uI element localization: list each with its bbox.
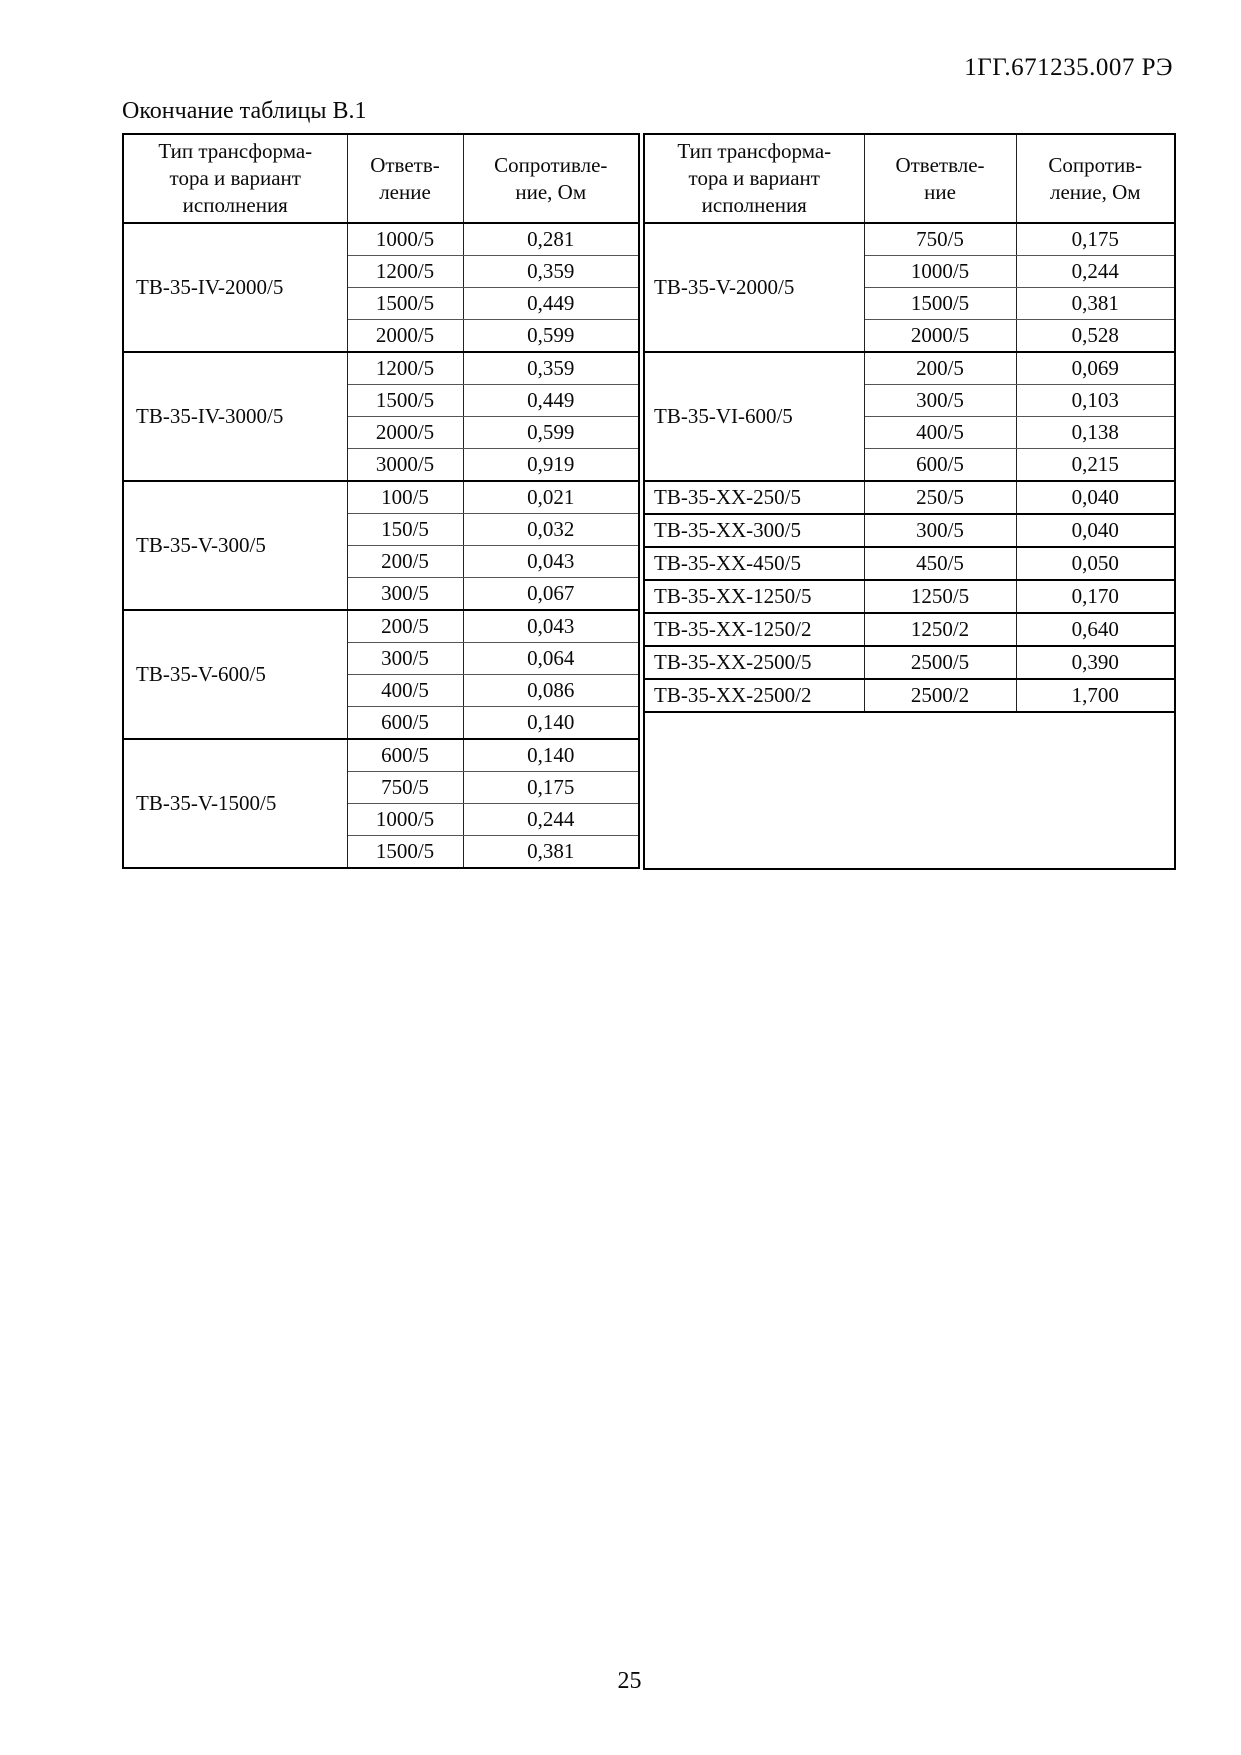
resistance-table-right bbox=[643, 133, 1176, 870]
table-row bbox=[644, 679, 1175, 712]
resistance-value-cell: 0,390 bbox=[1016, 646, 1175, 679]
tap-value-cell: 300/5 bbox=[864, 514, 1016, 547]
transformer-type-cell: ТВ-35-XX-300/5 bbox=[644, 514, 864, 547]
resistance-value-cell: 0,040 bbox=[1016, 514, 1175, 547]
transformer-type-cell: ТВ-35-IV-3000/5 bbox=[123, 352, 347, 481]
tap-value-cell: 600/5 bbox=[864, 449, 1016, 482]
table-row bbox=[644, 580, 1175, 613]
tap-value-cell: 1000/5 bbox=[864, 256, 1016, 288]
resistance-value-cell: 0,175 bbox=[1016, 223, 1175, 256]
resistance-value-cell: 0,140 bbox=[463, 707, 639, 740]
table-caption: Окончание таблицы В.1 bbox=[122, 98, 367, 124]
transformer-type-cell: ТВ-35-XX-1250/2 bbox=[644, 613, 864, 646]
resistance-value-cell: 0,359 bbox=[463, 256, 639, 288]
table-row bbox=[644, 613, 1175, 646]
table-row bbox=[644, 514, 1175, 547]
transformer-type-cell: ТВ-35-IV-2000/5 bbox=[123, 223, 347, 352]
tap-value-cell: 1200/5 bbox=[347, 352, 463, 385]
table-row bbox=[644, 223, 1175, 256]
resistance-value-cell: 0,244 bbox=[1016, 256, 1175, 288]
resistance-value-cell: 0,381 bbox=[463, 836, 639, 869]
tap-value-cell: 3000/5 bbox=[347, 449, 463, 482]
tap-value-cell: 300/5 bbox=[347, 578, 463, 611]
tap-value-cell: 2500/2 bbox=[864, 679, 1016, 712]
tap-value-cell: 2000/5 bbox=[347, 320, 463, 353]
resistance-value-cell: 1,700 bbox=[1016, 679, 1175, 712]
resistance-value-cell: 0,215 bbox=[1016, 449, 1175, 482]
resistance-value-cell: 0,359 bbox=[463, 352, 639, 385]
header-resistance: Сопротивле- ние, Ом bbox=[463, 134, 639, 223]
resistance-value-cell: 0,043 bbox=[463, 610, 639, 643]
tap-value-cell: 250/5 bbox=[864, 481, 1016, 514]
tap-value-cell: 300/5 bbox=[864, 385, 1016, 417]
resistance-value-cell: 0,140 bbox=[463, 739, 639, 772]
transformer-type-cell: ТВ-35-V-600/5 bbox=[123, 610, 347, 739]
tap-value-cell: 150/5 bbox=[347, 514, 463, 546]
tap-value-cell: 300/5 bbox=[347, 643, 463, 675]
resistance-value-cell: 0,281 bbox=[463, 223, 639, 256]
resistance-value-cell: 0,919 bbox=[463, 449, 639, 482]
tap-value-cell: 400/5 bbox=[864, 417, 1016, 449]
table-row bbox=[123, 739, 639, 772]
resistance-value-cell: 0,043 bbox=[463, 546, 639, 578]
resistance-value-cell: 0,170 bbox=[1016, 580, 1175, 613]
table-row bbox=[123, 223, 639, 256]
tap-value-cell: 1500/5 bbox=[347, 385, 463, 417]
header-resistance: Сопротив- ление, Ом bbox=[1016, 134, 1175, 223]
resistance-value-cell: 0,032 bbox=[463, 514, 639, 546]
resistance-value-cell: 0,040 bbox=[1016, 481, 1175, 514]
tap-value-cell: 100/5 bbox=[347, 481, 463, 514]
tap-value-cell: 450/5 bbox=[864, 547, 1016, 580]
transformer-type-cell: ТВ-35-V-2000/5 bbox=[644, 223, 864, 352]
table-header-row bbox=[644, 134, 1175, 223]
resistance-value-cell: 0,599 bbox=[463, 417, 639, 449]
resistance-value-cell: 0,599 bbox=[463, 320, 639, 353]
header-transformer-type: Тип трансформа- тора и вариант исполнения bbox=[123, 134, 347, 223]
resistance-value-cell: 0,064 bbox=[463, 643, 639, 675]
table-row bbox=[644, 547, 1175, 580]
tap-value-cell: 750/5 bbox=[347, 772, 463, 804]
tap-value-cell: 200/5 bbox=[347, 546, 463, 578]
resistance-value-cell: 0,640 bbox=[1016, 613, 1175, 646]
table-row bbox=[644, 481, 1175, 514]
table-row bbox=[123, 352, 639, 385]
resistance-value-cell: 0,175 bbox=[463, 772, 639, 804]
tap-value-cell: 1250/5 bbox=[864, 580, 1016, 613]
tap-value-cell: 1500/5 bbox=[347, 836, 463, 869]
table-row bbox=[644, 352, 1175, 385]
transformer-type-cell: ТВ-35-XX-1250/5 bbox=[644, 580, 864, 613]
resistance-value-cell: 0,050 bbox=[1016, 547, 1175, 580]
resistance-value-cell: 0,069 bbox=[1016, 352, 1175, 385]
tap-value-cell: 1500/5 bbox=[347, 288, 463, 320]
page-number: 25 bbox=[617, 1668, 642, 1694]
tap-value-cell: 2000/5 bbox=[864, 320, 1016, 353]
transformer-type-cell: ТВ-35-VI-600/5 bbox=[644, 352, 864, 481]
tap-value-cell: 600/5 bbox=[347, 739, 463, 772]
tap-value-cell: 1000/5 bbox=[347, 804, 463, 836]
header-tap: Ответв- ление bbox=[347, 134, 463, 223]
transformer-type-cell: ТВ-35-XX-250/5 bbox=[644, 481, 864, 514]
tap-value-cell: 750/5 bbox=[864, 223, 1016, 256]
resistance-value-cell: 0,449 bbox=[463, 385, 639, 417]
resistance-table bbox=[122, 133, 1176, 870]
document-code: 1ГГ.671235.007 РЭ bbox=[964, 54, 1173, 81]
table-header-row bbox=[123, 134, 639, 223]
empty-cell bbox=[644, 712, 1175, 869]
tap-value-cell: 1500/5 bbox=[864, 288, 1016, 320]
tap-value-cell: 2500/5 bbox=[864, 646, 1016, 679]
resistance-value-cell: 0,449 bbox=[463, 288, 639, 320]
transformer-type-cell: ТВ-35-XX-2500/2 bbox=[644, 679, 864, 712]
resistance-value-cell: 0,086 bbox=[463, 675, 639, 707]
transformer-type-cell: ТВ-35-XX-2500/5 bbox=[644, 646, 864, 679]
tap-value-cell: 600/5 bbox=[347, 707, 463, 740]
resistance-value-cell: 0,528 bbox=[1016, 320, 1175, 353]
tap-value-cell: 1000/5 bbox=[347, 223, 463, 256]
tap-value-cell: 2000/5 bbox=[347, 417, 463, 449]
resistance-table-left bbox=[122, 133, 640, 869]
resistance-value-cell: 0,067 bbox=[463, 578, 639, 611]
resistance-value-cell: 0,138 bbox=[1016, 417, 1175, 449]
transformer-type-cell: ТВ-35-V-300/5 bbox=[123, 481, 347, 610]
tap-value-cell: 200/5 bbox=[347, 610, 463, 643]
empty-row bbox=[644, 712, 1175, 869]
resistance-value-cell: 0,103 bbox=[1016, 385, 1175, 417]
tap-value-cell: 1250/2 bbox=[864, 613, 1016, 646]
transformer-type-cell: ТВ-35-XX-450/5 bbox=[644, 547, 864, 580]
header-tap: Ответвле- ние bbox=[864, 134, 1016, 223]
resistance-value-cell: 0,021 bbox=[463, 481, 639, 514]
tap-value-cell: 1200/5 bbox=[347, 256, 463, 288]
header-transformer-type: Тип трансформа- тора и вариант исполнения bbox=[644, 134, 864, 223]
resistance-value-cell: 0,244 bbox=[463, 804, 639, 836]
table-row bbox=[644, 646, 1175, 679]
transformer-type-cell: ТВ-35-V-1500/5 bbox=[123, 739, 347, 868]
table-row bbox=[123, 610, 639, 643]
tap-value-cell: 400/5 bbox=[347, 675, 463, 707]
table-row bbox=[123, 481, 639, 514]
tap-value-cell: 200/5 bbox=[864, 352, 1016, 385]
resistance-value-cell: 0,381 bbox=[1016, 288, 1175, 320]
